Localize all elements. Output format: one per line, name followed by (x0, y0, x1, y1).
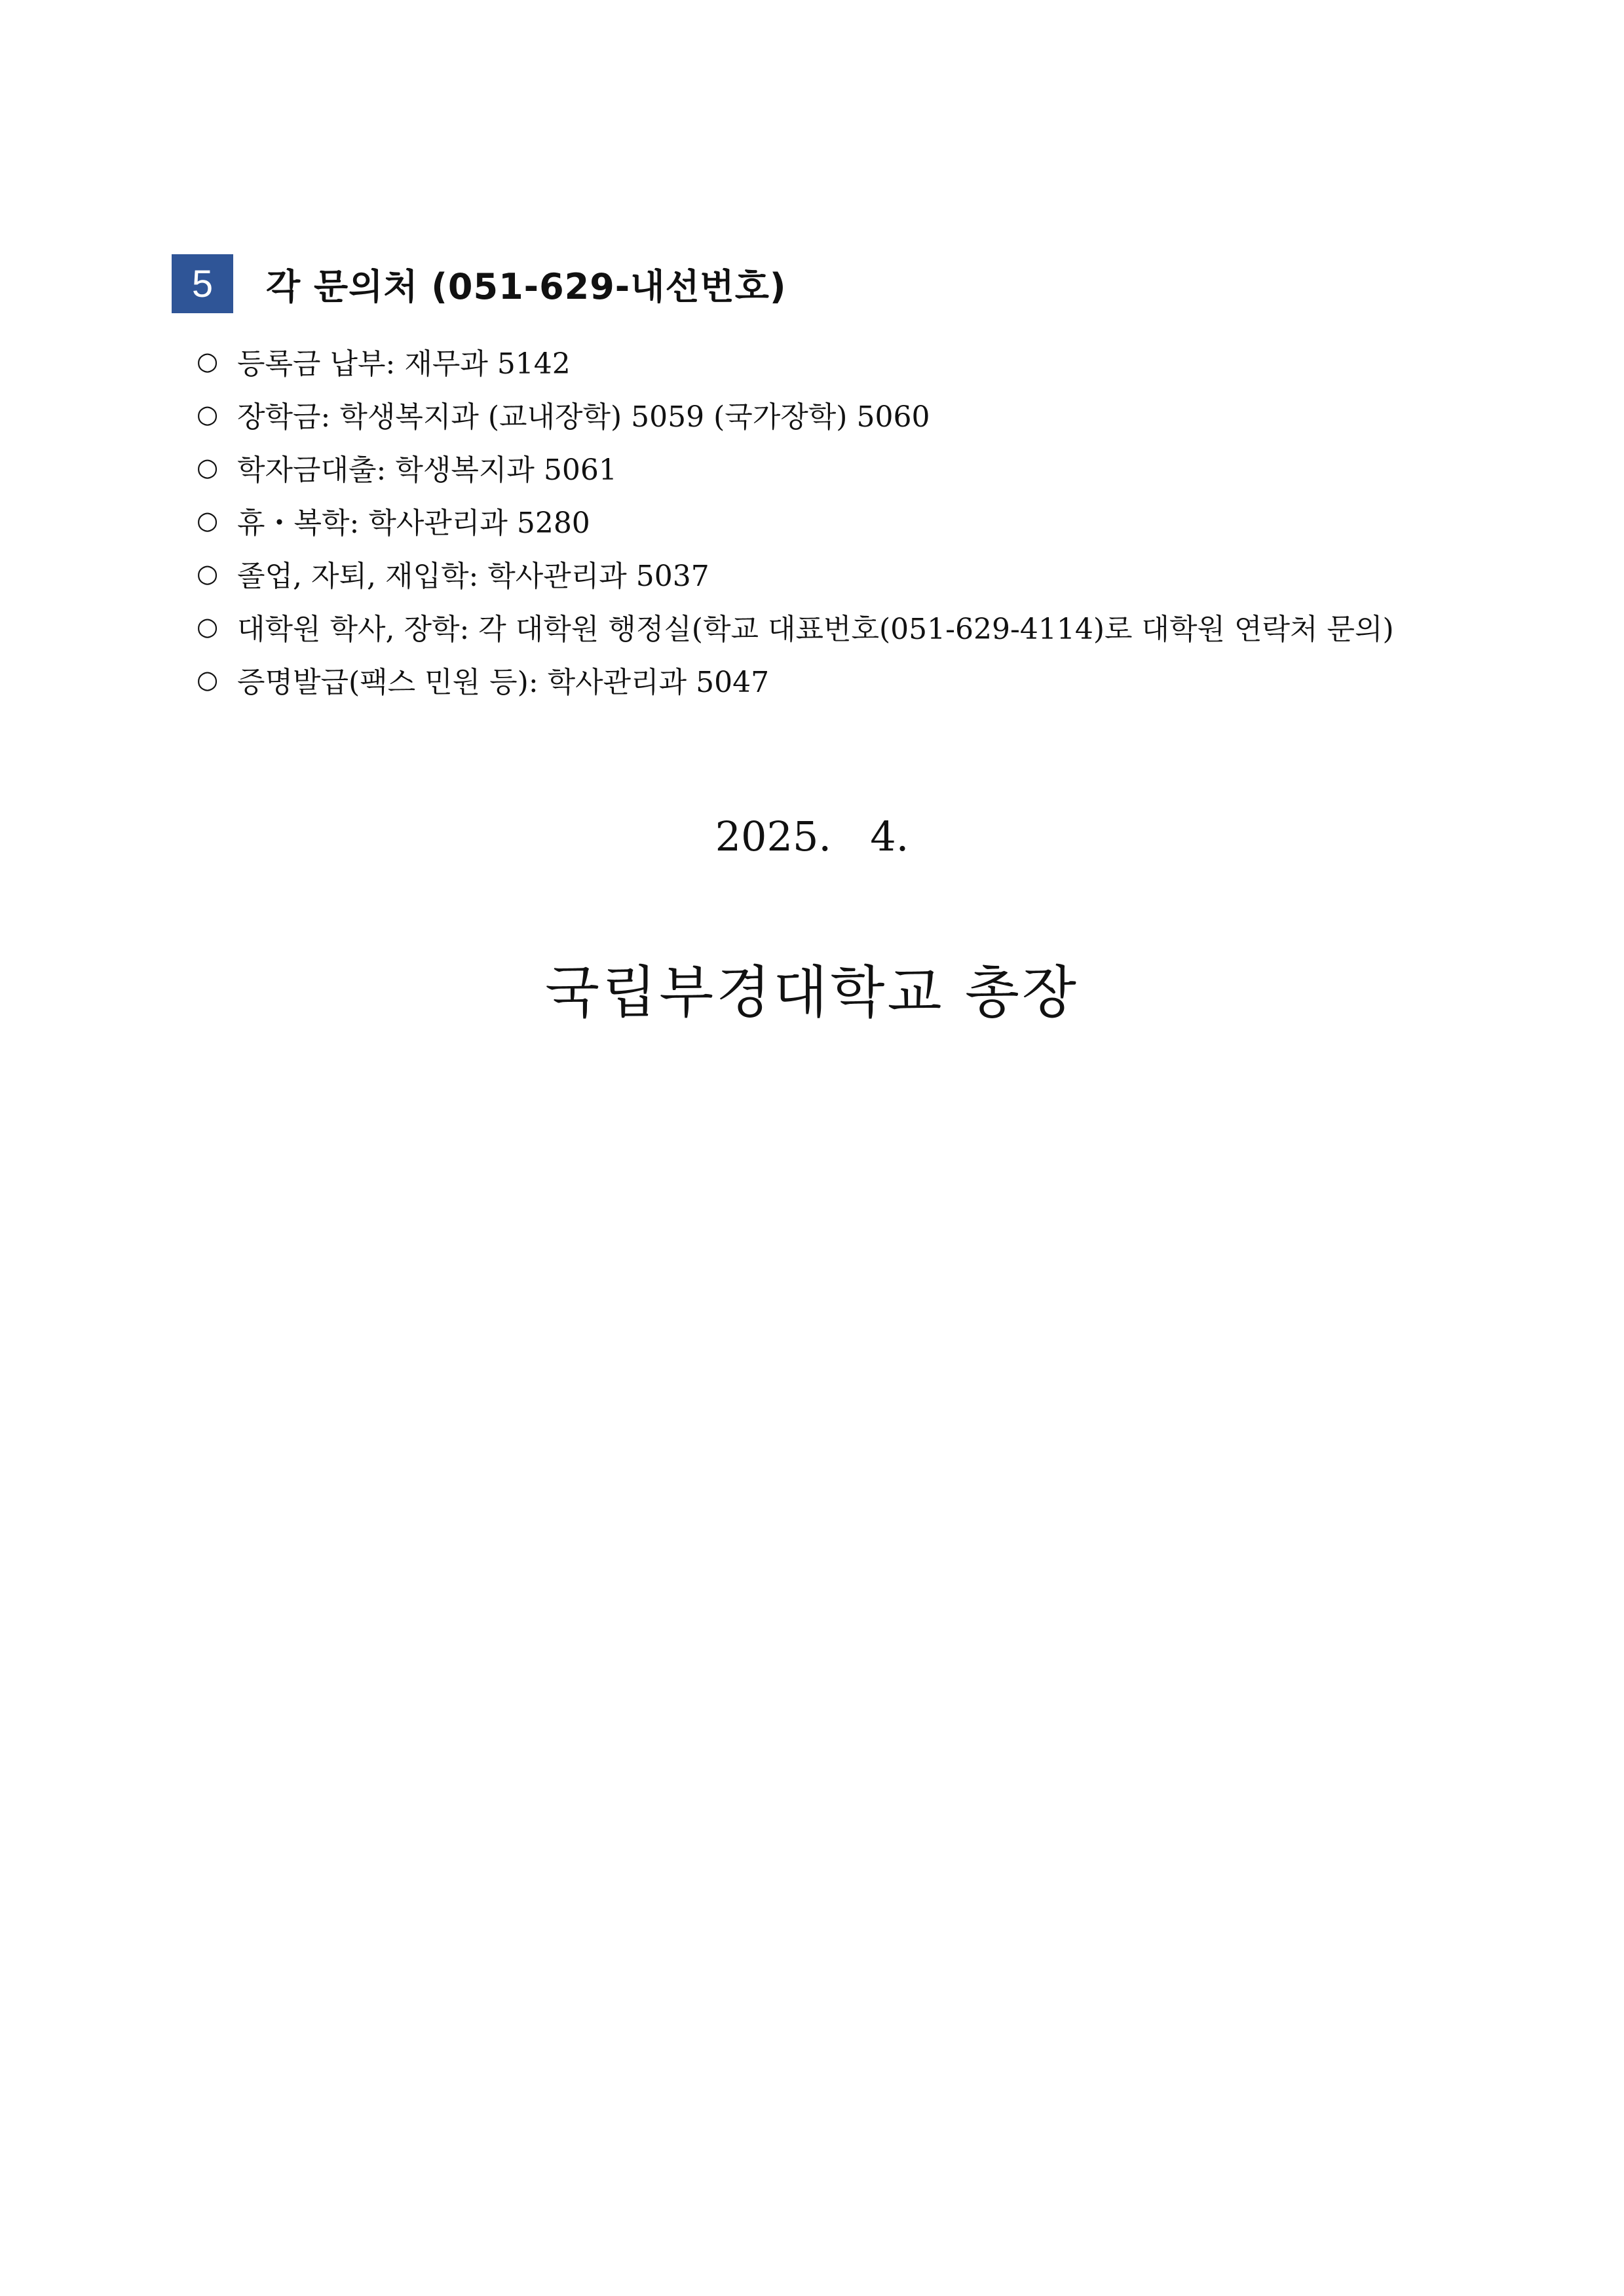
contact-scholarship: 장학금: 학생복지과 (교내장학) 5059 (국가장학) 5060 (237, 400, 930, 434)
list-item (197, 334, 1394, 387)
section-title: 각 문의처 (051-629-내선번호) (266, 265, 787, 307)
bullet-circle-icon: ○ (197, 611, 219, 641)
section-number-badge: 5 (172, 254, 233, 313)
list-item (197, 387, 1394, 440)
bullet-circle-icon: ○ (197, 399, 219, 429)
contact-tuition: 등록금 납부: 재무과 5142 (237, 347, 571, 381)
document-date: 2025. 4. (715, 813, 909, 860)
contact-certificates: 증명발급(팩스 민원 등): 학사관리과 5047 (237, 665, 770, 699)
bullet-circle-icon: ○ (197, 452, 219, 482)
contact-leave-return: 휴・복학: 학사관리과 5280 (237, 506, 590, 540)
bullet-circle-icon: ○ (197, 346, 219, 375)
list-item (197, 493, 1394, 546)
bullet-circle-icon: ○ (197, 558, 219, 588)
issuer-signature-line: 국립부경대학교 총장 (544, 960, 1080, 1025)
list-item (197, 600, 1394, 653)
contact-student-loan: 학자금대출: 학생복지과 5061 (237, 453, 617, 487)
section-header (172, 254, 787, 313)
contact-graduate-school: 대학원 학사, 장학: 각 대학원 행정실(학교 대표번호(051-629-4114)로 대학원 연락처 문의) (237, 612, 1394, 646)
contact-graduation: 졸업, 자퇴, 재입학: 학사관리과 5037 (237, 559, 709, 593)
list-item (197, 546, 1394, 600)
bullet-circle-icon: ○ (197, 505, 219, 535)
list-item (197, 653, 1394, 706)
list-item (197, 440, 1394, 493)
bullet-circle-icon: ○ (197, 664, 219, 694)
contact-list (197, 334, 1394, 706)
